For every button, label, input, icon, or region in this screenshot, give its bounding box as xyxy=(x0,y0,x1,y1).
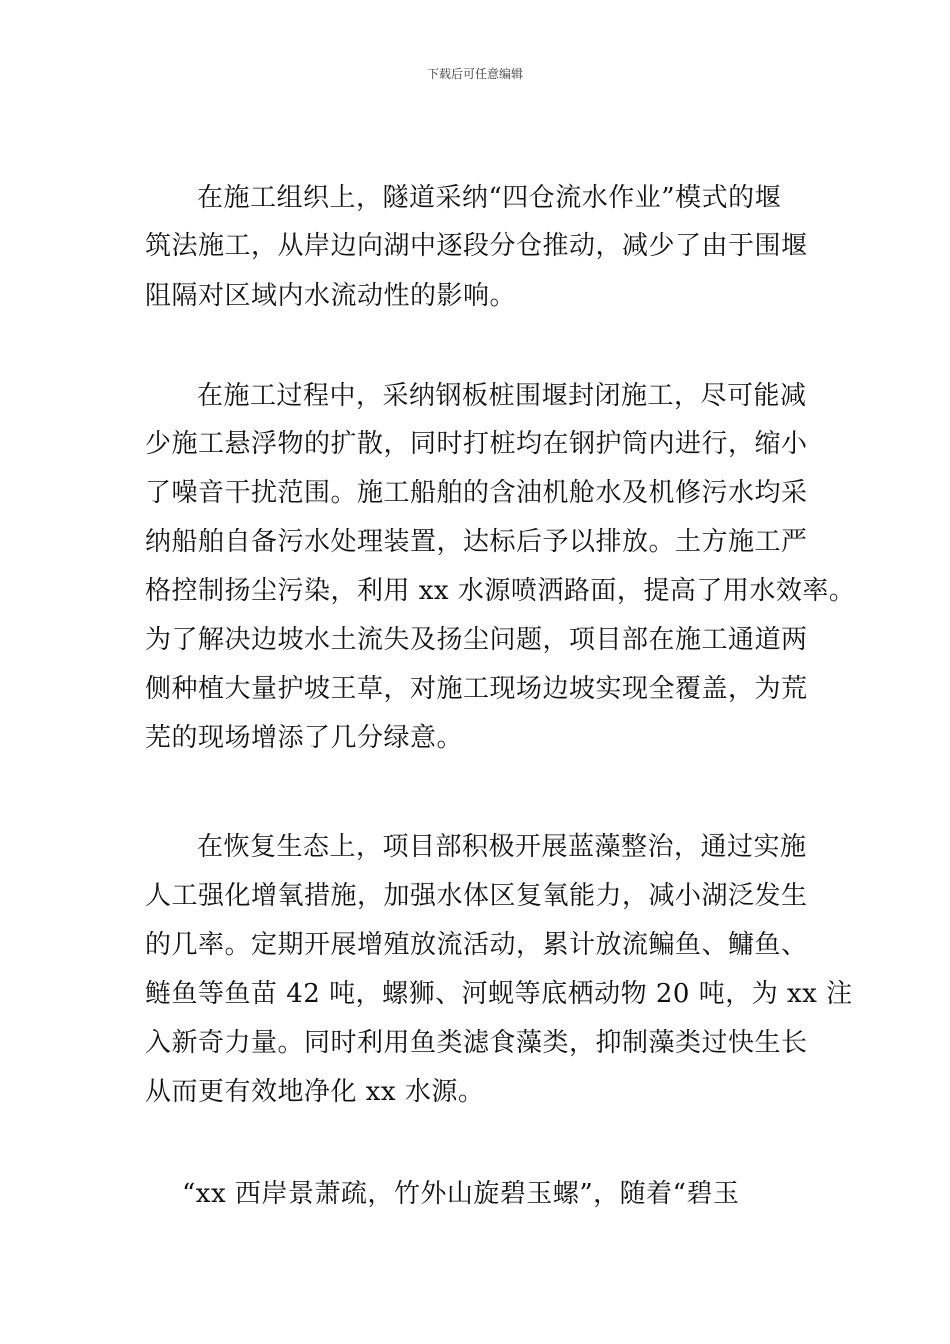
paragraph-2-line-8: 芜的现场增添了几分绿意。 xyxy=(145,723,464,753)
paragraph-2-line-7: 侧种植大量护坡王草，对施工现场边坡实现全覆盖，为荒 xyxy=(145,674,808,704)
paragraph-1-line-3: 阻隔对区域内水流动性的影响。 xyxy=(145,281,517,311)
paragraph-4-line-1: “xx 西岸景萧疏，竹外山旋碧玉螺”，随着“碧玉 xyxy=(182,1179,740,1209)
paragraph-2-line-4: 纳船舶自备污水处理装置，达标后予以排放。土方施工严 xyxy=(145,527,808,557)
paragraph-3-line-6: 从而更有效地净化 xx 水源。 xyxy=(145,1077,485,1107)
paragraph-2-line-2: 少施工悬浮物的扩散，同时打桩均在钢护筒内进行，缩小 xyxy=(145,429,808,459)
paragraph-3-line-4: 鲢鱼等鱼苗 42 吨，螺狮、河蚬等底栖动物 20 吨，为 xx 注 xyxy=(145,979,853,1009)
paragraph-2-line-6: 为了解决边坡水土流失及扬尘问题，项目部在施工通道两 xyxy=(145,625,808,655)
paragraph-3-line-3: 的几率。定期开展增殖放流活动，累计放流鳊鱼、鳙鱼、 xyxy=(145,930,808,960)
paragraph-2-line-3: 了噪音干扰范围。施工船舶的含油机舱水及机修污水均采 xyxy=(145,478,808,508)
page-header: 下载后可任意编辑 xyxy=(426,67,523,81)
paragraph-2-line-1: 在施工过程中，采纳钢板桩围堰封闭施工，尽可能减 xyxy=(197,381,807,411)
paragraph-1-line-2: 筑法施工，从岸边向湖中逐段分仓推动，减少了由于围堰 xyxy=(145,231,808,261)
paragraph-2-line-5: 格控制扬尘污染，利用 xx 水源喷洒路面，提高了用水效率。 xyxy=(145,576,856,606)
paragraph-3-line-1: 在恢复生态上，项目部积极开展蓝藻整治，通过实施 xyxy=(197,832,807,862)
paragraph-3-line-2: 人工强化增氧措施，加强水体区复氧能力，减小湖泛发生 xyxy=(145,881,808,911)
paragraph-1-line-1: 在施工组织上，隧道采纳“四仓流水作业”模式的堰 xyxy=(197,183,782,213)
paragraph-3-line-5: 入新奇力量。同时利用鱼类滤食藻类，抑制藻类过快生长 xyxy=(145,1028,808,1058)
